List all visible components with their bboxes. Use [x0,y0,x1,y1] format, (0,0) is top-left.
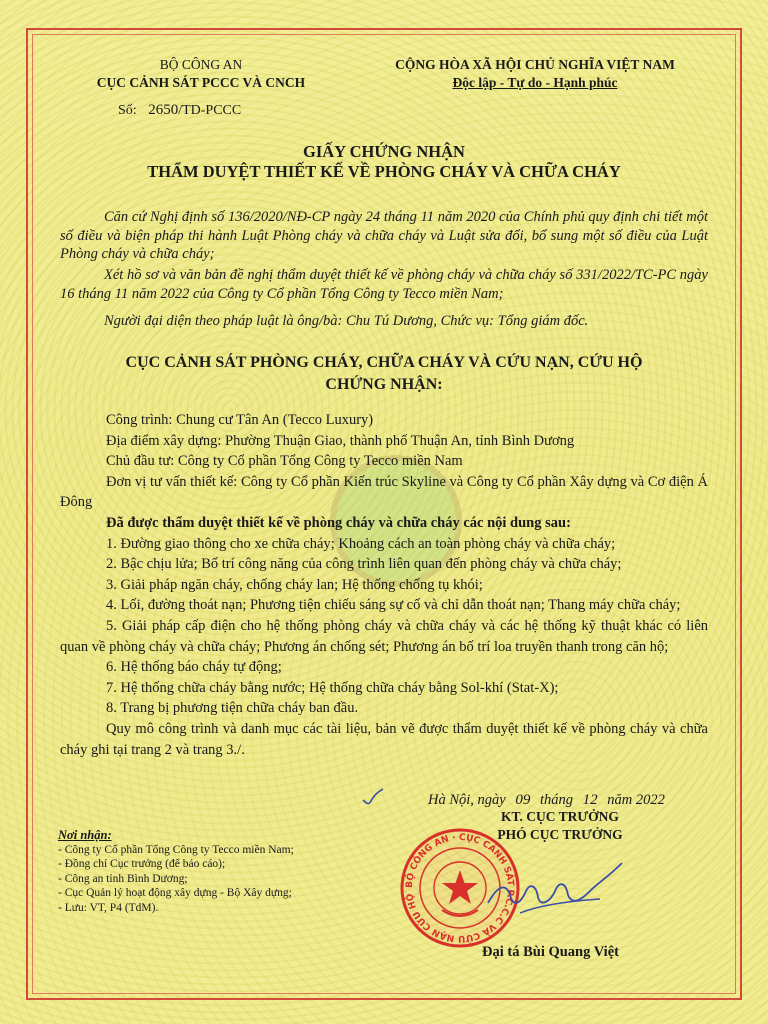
approved-item: 6. Hệ thống báo cháy tự động; [106,659,282,676]
number-label: Số: [118,103,137,118]
recipient-item: - Đồng chí Cục trưởng (để báo cáo); [58,858,226,871]
recipient-item: - Công an tỉnh Bình Dương; [58,872,188,885]
recipient-item: - Cục Quản lý hoạt động xây dựng - Bộ Xây dựng; [58,887,292,900]
seal-lettering: BỘ CÔNG AN · CỤC CẢNH SÁT P.C.C.C VÀ CỨU NẠN CỨU HỘ [404,832,516,944]
preamble-application: Xét hồ sơ và văn bản đề nghị thẩm duyệt thiết kế về phòng cháy và chữa cháy số 331/2022/TC-PC ngày 16 tháng 11 năm 2022 của Công ty Cổ phần Tổng Công ty Tecco miền Nam; [60,267,708,302]
date-day: 09 [515,792,531,808]
approved-item: 1. Đường giao thông cho xe chữa cháy; Khoảng cách an toàn phòng cháy và chữa cháy; [106,535,616,552]
signer-name: Đại tá Bùi Quang Việt [482,944,619,960]
national-header [350,56,720,92]
project-investor: Chủ đầu tư: Công ty Cổ phần Tổng Công ty Tecco miền Nam [106,453,463,470]
preamble-representative: Người đại diện theo pháp luật là ông/bà: Chu Tú Dương, Chức vụ: Tổng giám đốc. [104,313,589,329]
handwritten-check-mark [360,786,386,808]
issuer-header [56,56,346,92]
document-title [40,142,728,182]
country-name: CỘNG HÒA XÃ HỘI CHỦ NGHĨA VIỆT NAM [395,57,675,72]
date-month: 12 [582,792,598,808]
ministry-name: BỘ CÔNG AN [159,57,243,72]
certificate-body [60,410,708,760]
signing-title: PHÓ CỤC TRƯỞNG [497,827,623,842]
recipients-list [58,843,388,916]
date-year: năm 2022 [607,792,665,808]
approved-item: 7. Hệ thống chữa cháy bằng nước; Hệ thống chữa cháy bằng Sol-khí (Stat-X); [106,679,559,696]
recipient-item: - Lưu: VT, P4 (TdM). [58,901,159,914]
signature-icon [480,855,630,925]
approved-heading: Đã được thẩm duyệt thiết kế về phòng cháy và chữa cháy các nội dung sau: [106,514,571,531]
project-location: Địa điểm xây dựng: Phường Thuận Giao, thành phố Thuận An, tỉnh Bình Dương [106,432,575,449]
number-suffix: /TD-PCCC [178,103,242,118]
scope-note: Quy mô công trình và danh mục các tài liệu, bản vẽ được thẩm duyệt thiết kế về phòng cháy và chữa cháy ghi tại trang 2 và trang 3./. [60,720,708,758]
signing-capacity: KT. CỤC TRƯỞNG [501,809,619,824]
project-name: Công trình: Chung cư Tân An (Tecco Luxury) [106,412,374,428]
title-line-1: GIẤY CHỨNG NHẬN [303,142,465,161]
recipients-title: Nơi nhận: [58,828,112,842]
national-motto: Độc lập - Tự do - Hạnh phúc [452,75,618,90]
approved-item: 5. Giải pháp cấp điện cho hệ thống phòng cháy và chữa cháy và các hệ thống kỹ thuật khác có liên quan về phòng cháy và chữa cháy; Phương án chống sét; Phương án bố trí loa truyền thanh trong căn hộ; [60,617,708,655]
certifier-heading [40,352,728,396]
title-line-2: THẨM DUYỆT THIẾT KẾ VỀ PHÒNG CHÁY VÀ CHỮA CHÁY [147,162,621,181]
department-name: CỤC CẢNH SÁT PCCC VÀ CNCH [96,75,306,90]
recipients-block [58,828,388,916]
issue-date [428,792,665,809]
approved-item: 4. Lối, đường thoát nạn; Phương tiện chiếu sáng sự cố và chỉ dẫn thoát nạn; Thang máy chữa cháy; [106,597,681,614]
project-consultant: Đơn vị tư vấn thiết kế: Công ty Cổ phần Kiến trúc Skyline và Công ty Cổ phần Xây dựng và Cơ điện Á Đông [60,473,708,511]
approved-item: 2. Bậc chịu lửa; Bố trí công năng của công trình liên quan đến phòng cháy và chữa cháy; [106,556,622,573]
approved-item: 3. Giải pháp ngăn cháy, chống cháy lan; Hệ thống chống tụ khói; [106,576,483,593]
certifier-action: CHỨNG NHẬN: [325,376,443,393]
certifier-name: CỤC CẢNH SÁT PHÒNG CHÁY, CHỮA CHÁY VÀ CỨU NẠN, CỨU HỘ [125,354,643,371]
approved-item: 8. Trang bị phương tiện chữa cháy ban đầu. [106,700,359,717]
date-place: Hà Nội, ngày [428,792,506,808]
preamble-decree: Căn cứ Nghị định số 136/2020/NĐ-CP ngày 24 tháng 11 năm 2020 của Chính phủ quy định chi tiết một số điều và biện pháp thi hành Luật Phòng cháy và chữa cháy và Luật sửa đổi, bổ sung một số điều của Luật Phòng cháy và chữa cháy; [60,209,708,262]
recipient-item: - Công ty Cổ phần Tổng Công ty Tecco miền Nam; [58,843,294,856]
document-number [118,102,241,119]
date-month-label: tháng [539,792,574,808]
number-value: 2650 [148,102,179,118]
